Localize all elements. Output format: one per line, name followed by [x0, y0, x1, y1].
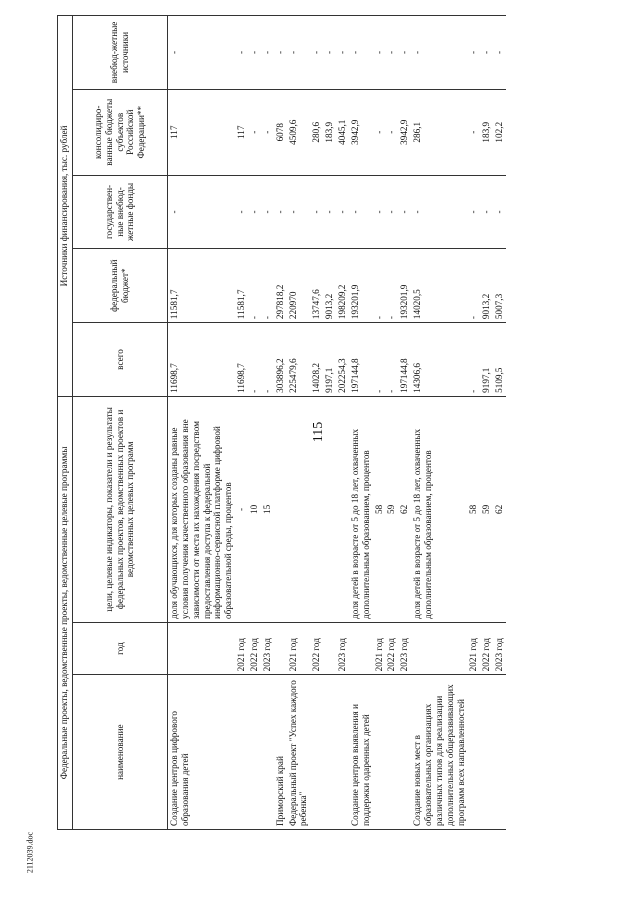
row-offbudget-cell: - [235, 16, 248, 90]
row-state-funds-cell: - [168, 175, 236, 249]
row-year-cell [411, 622, 467, 674]
row-year-cell: 2022 год [385, 622, 398, 674]
row-indicator-cell: 59 [385, 396, 398, 622]
header-group-projects: Федеральные проекты, ведомственные проекты, ведомственные целевые программы [58, 396, 73, 829]
row-total-cell: 9197,1 [480, 323, 493, 397]
table-row [287, 16, 311, 830]
row-name-cell [248, 675, 261, 830]
row-regional-cell: 102,2 [493, 89, 506, 175]
row-federal-cell: 9013,2 [323, 249, 336, 323]
row-year-cell [168, 622, 236, 674]
row-state-funds-cell: - [411, 175, 467, 249]
row-offbudget-cell: - [287, 16, 311, 90]
row-state-funds-cell: - [467, 175, 480, 249]
row-name-cell [493, 675, 506, 830]
row-total-cell: 197144,8 [349, 323, 373, 397]
row-state-funds-cell: - [323, 175, 336, 249]
row-federal-cell: 193201,9 [349, 249, 373, 323]
rotated-sheet [57, 15, 640, 830]
row-offbudget-cell: - [310, 16, 323, 90]
row-regional-cell: 183,9 [323, 89, 336, 175]
row-regional-cell: 4509,6 [287, 89, 311, 175]
header-year: год [73, 622, 168, 674]
row-year-cell: 2021 год [287, 622, 311, 674]
row-name-cell: Приморский край [274, 675, 287, 830]
row-name-cell [235, 675, 248, 830]
row-indicator-cell [310, 396, 323, 622]
row-regional-cell: 4045,1 [336, 89, 349, 175]
row-total-cell: 225479,6 [287, 323, 311, 397]
row-year-cell: 2023 год [398, 622, 411, 674]
row-regional-cell: 3942,9 [349, 89, 373, 175]
page-number: 115 [311, 421, 326, 443]
row-federal-cell: 220970 [287, 249, 311, 323]
table-row [493, 16, 506, 830]
row-total-cell: 5109,5 [493, 323, 506, 397]
row-offbudget-cell: - [373, 16, 386, 90]
row-name-cell [373, 675, 386, 830]
row-state-funds-cell: - [248, 175, 261, 249]
row-federal-cell: 193201,9 [398, 249, 411, 323]
row-federal-cell: 198209,2 [336, 249, 349, 323]
row-name-cell [385, 675, 398, 830]
row-regional-cell: 280,6 [310, 89, 323, 175]
table-row [310, 16, 323, 830]
sheet-content [57, 15, 640, 830]
row-regional-cell: - [261, 89, 274, 175]
row-year-cell: 2021 год [235, 622, 248, 674]
row-year-cell: 2023 год [493, 622, 506, 674]
row-offbudget-cell: - [398, 16, 411, 90]
row-indicator-cell [287, 396, 311, 622]
row-federal-cell: 11581,7 [168, 249, 236, 323]
row-total-cell: 197144,8 [398, 323, 411, 397]
row-federal-cell: 5007,3 [493, 249, 506, 323]
row-name-cell [336, 675, 349, 830]
row-offbudget-cell: - [493, 16, 506, 90]
header-regional-budgets: консолидиро-ванные бюджеты субъектов Российской Федерации** [73, 89, 168, 175]
row-indicator-cell: 59 [480, 396, 493, 622]
row-total-cell: - [248, 323, 261, 397]
row-year-cell: 2022 год [480, 622, 493, 674]
row-offbudget-cell: - [349, 16, 373, 90]
row-indicator-cell: 62 [398, 396, 411, 622]
row-regional-cell: 286,1 [411, 89, 467, 175]
row-state-funds-cell: - [310, 175, 323, 249]
table-row [385, 16, 398, 830]
table-row [398, 16, 411, 830]
table-row [248, 16, 261, 830]
row-offbudget-cell: - [261, 16, 274, 90]
table-row [323, 16, 336, 830]
row-indicator-cell: доля детей в возрасте от 5 до 18 лет, охваченных дополнительным образованием, процентов [349, 396, 373, 622]
row-indicator-cell [336, 396, 349, 622]
table-row [467, 16, 480, 830]
row-indicator-cell: - [235, 396, 248, 622]
row-state-funds-cell: - [287, 175, 311, 249]
row-name-cell [480, 675, 493, 830]
table-header [58, 16, 168, 830]
row-total-cell: 9197,1 [323, 323, 336, 397]
row-year-cell [323, 622, 336, 674]
row-state-funds-cell: - [336, 175, 349, 249]
row-regional-cell: 183,9 [480, 89, 493, 175]
row-state-funds-cell: - [480, 175, 493, 249]
row-total-cell: - [261, 323, 274, 397]
row-regional-cell: 3942,9 [398, 89, 411, 175]
row-year-cell: 2023 год [336, 622, 349, 674]
row-year-cell [349, 622, 373, 674]
header-federal-budget: федеральный бюджет* [73, 249, 168, 323]
table-row [336, 16, 349, 830]
row-federal-cell: 14020,5 [411, 249, 467, 323]
row-federal-cell: - [385, 249, 398, 323]
row-regional-cell: 6078 [274, 89, 287, 175]
row-name-cell [261, 675, 274, 830]
row-total-cell: 303896,2 [274, 323, 287, 397]
table-row [373, 16, 386, 830]
row-offbudget-cell: - [480, 16, 493, 90]
header-group-financing: Источники финансирования, тыс. рублей [58, 16, 73, 397]
row-year-cell: 2022 год [310, 622, 323, 674]
row-offbudget-cell: - [385, 16, 398, 90]
row-federal-cell: - [261, 249, 274, 323]
row-federal-cell: 11581,7 [235, 249, 248, 323]
row-name-cell: Федеральный проект "Успех каждого ребенка" [287, 675, 311, 830]
row-state-funds-cell: - [373, 175, 386, 249]
row-year-cell [274, 622, 287, 674]
row-offbudget-cell: - [467, 16, 480, 90]
row-name-cell: Создание центров цифрового образования детей [168, 675, 236, 830]
financing-table [57, 15, 506, 830]
row-total-cell: 14306,6 [411, 323, 467, 397]
row-offbudget-cell: - [336, 16, 349, 90]
row-indicator-cell [274, 396, 287, 622]
row-name-cell: Создание новых мест в образовательных организациях различных типов для реализации дополнительных общеразвивающих программ всех направленностей [411, 675, 467, 830]
row-state-funds-cell: - [398, 175, 411, 249]
row-year-cell: 2021 год [373, 622, 386, 674]
row-total-cell: - [373, 323, 386, 397]
row-indicator-cell: 15 [261, 396, 274, 622]
header-indicators: цели, целевые индикаторы, показатели и результаты федеральных проектов, ведомственных проектов и ведомственных целевых программ [73, 396, 168, 622]
header-offbudget-sources: внебюд-жетные источники [73, 16, 168, 90]
header-state-funds: государствен-ные внебюд-жетные фонды [73, 175, 168, 249]
row-state-funds-cell: - [274, 175, 287, 249]
row-regional-cell: 117 [168, 89, 236, 175]
row-state-funds-cell: - [493, 175, 506, 249]
row-federal-cell: 13747,6 [310, 249, 323, 323]
table-row [411, 16, 467, 830]
row-state-funds-cell: - [349, 175, 373, 249]
row-federal-cell: 9013,2 [480, 249, 493, 323]
table-row [349, 16, 373, 830]
row-federal-cell: - [467, 249, 480, 323]
row-total-cell: 11698,7 [235, 323, 248, 397]
row-state-funds-cell: - [385, 175, 398, 249]
row-indicator-cell [323, 396, 336, 622]
row-indicator-cell: 58 [467, 396, 480, 622]
document-code: 2112039.doc [25, 831, 35, 874]
row-total-cell: - [467, 323, 480, 397]
row-total-cell: - [385, 323, 398, 397]
table-row [480, 16, 493, 830]
row-indicator-cell: доля детей в возрасте от 5 до 18 лет, охваченных дополнительным образованием, процентов [411, 396, 467, 622]
row-indicator-cell: 62 [493, 396, 506, 622]
table-row [235, 16, 248, 830]
row-federal-cell: 297818,2 [274, 249, 287, 323]
row-name-cell [467, 675, 480, 830]
row-name-cell [398, 675, 411, 830]
row-name-cell [323, 675, 336, 830]
row-offbudget-cell: - [411, 16, 467, 90]
row-indicator-cell: доля обучающихся, для которых созданы равные условия получения качественного образования вне зависимости от места их нахождения посредством предоставления доступа к федеральной информационно-сервисной платформе цифровой образовательной среды, процентов [168, 396, 236, 622]
row-name-cell [310, 675, 323, 830]
row-regional-cell: - [467, 89, 480, 175]
row-federal-cell: - [373, 249, 386, 323]
row-year-cell: 2022 год [248, 622, 261, 674]
row-regional-cell: 117 [235, 89, 248, 175]
row-regional-cell: - [385, 89, 398, 175]
table-row [261, 16, 274, 830]
row-indicator-cell: 58 [373, 396, 386, 622]
row-offbudget-cell: - [323, 16, 336, 90]
row-year-cell: 2021 год [467, 622, 480, 674]
header-total: всего [73, 323, 168, 397]
table-row [168, 16, 236, 830]
row-indicator-cell: 10 [248, 396, 261, 622]
row-state-funds-cell: - [261, 175, 274, 249]
row-regional-cell: - [373, 89, 386, 175]
row-state-funds-cell: - [235, 175, 248, 249]
row-total-cell: 202254,3 [336, 323, 349, 397]
table-row [274, 16, 287, 830]
row-offbudget-cell: - [248, 16, 261, 90]
row-year-cell: 2023 год [261, 622, 274, 674]
row-name-cell: Создание центров выявления и поддержки одаренных детей [349, 675, 373, 830]
row-offbudget-cell: - [168, 16, 236, 90]
table-body [168, 16, 507, 830]
row-federal-cell: - [248, 249, 261, 323]
row-total-cell: 11698,7 [168, 323, 236, 397]
row-regional-cell: - [248, 89, 261, 175]
row-offbudget-cell: - [274, 16, 287, 90]
header-name: наименование [73, 675, 168, 830]
row-total-cell: 14028,2 [310, 323, 323, 397]
